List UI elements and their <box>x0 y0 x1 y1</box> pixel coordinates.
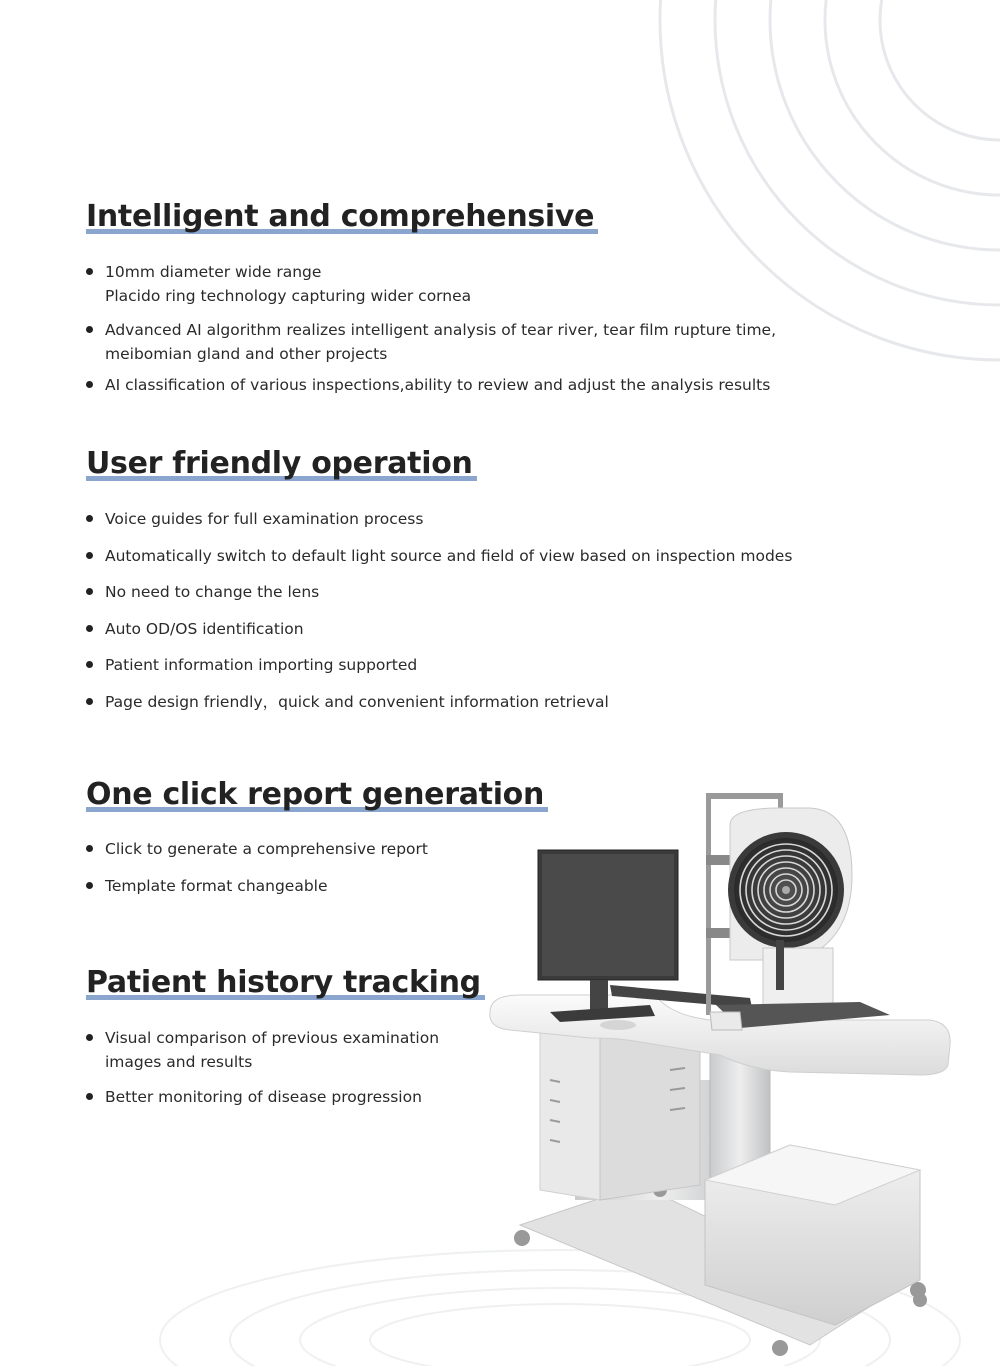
list-item: Advanced AI algorithm realizes intelligent analysis of tear river, tear film rupture time, meibomian gland and other projects <box>86 318 776 366</box>
list-item: Automatically switch to default light source and field of view based on inspection modes <box>86 544 792 568</box>
bullet-list <box>86 837 546 898</box>
list-item: Page design friendly，quick and convenient information retrieval <box>86 690 792 714</box>
list-item: Click to generate a comprehensive report <box>86 837 546 861</box>
bullet-icon <box>86 588 93 595</box>
bullet-icon <box>86 515 93 522</box>
topographer <box>706 793 890 1030</box>
bullet-list <box>86 507 792 714</box>
list-item: AI classification of various inspections,ability to review and adjust the analysis results <box>86 373 776 397</box>
section-report <box>86 776 546 898</box>
list-item: Better monitoring of disease progression <box>86 1085 483 1109</box>
bullet-icon <box>86 268 93 275</box>
list-item: Voice guides for full examination process <box>86 507 792 531</box>
bullet-icon <box>86 625 93 632</box>
list-item: 10mm diameter wide range Placido ring technology capturing wider cornea <box>86 260 776 308</box>
list-item: Template format changeable <box>86 874 546 898</box>
section-heading: User friendly operation <box>86 445 475 483</box>
bullet-icon <box>86 661 93 668</box>
bullet-icon <box>86 698 93 705</box>
bullet-icon <box>86 845 93 852</box>
list-item: No need to change the lens <box>86 580 792 604</box>
section-heading: Intelligent and comprehensive <box>86 198 596 236</box>
bullet-list <box>86 260 776 397</box>
bullet-icon <box>86 381 93 388</box>
bullet-icon <box>86 1034 93 1041</box>
computer-tower <box>540 1030 700 1200</box>
bullet-list <box>86 1026 483 1109</box>
section-user-friendly <box>86 445 792 714</box>
product-illustration <box>480 780 960 1366</box>
bullet-icon <box>86 552 93 559</box>
section-heading: One click report generation <box>86 776 546 814</box>
bullet-icon <box>86 326 93 333</box>
list-item: Auto OD/OS identification <box>86 617 792 641</box>
list-item: Visual comparison of previous examination images and results <box>86 1026 483 1074</box>
list-item: Patient information importing supported <box>86 653 792 677</box>
bullet-icon <box>86 882 93 889</box>
section-heading: Patient history tracking <box>86 964 483 1002</box>
bullet-icon <box>86 1093 93 1100</box>
section-intelligent <box>86 198 776 397</box>
section-history <box>86 964 483 1109</box>
